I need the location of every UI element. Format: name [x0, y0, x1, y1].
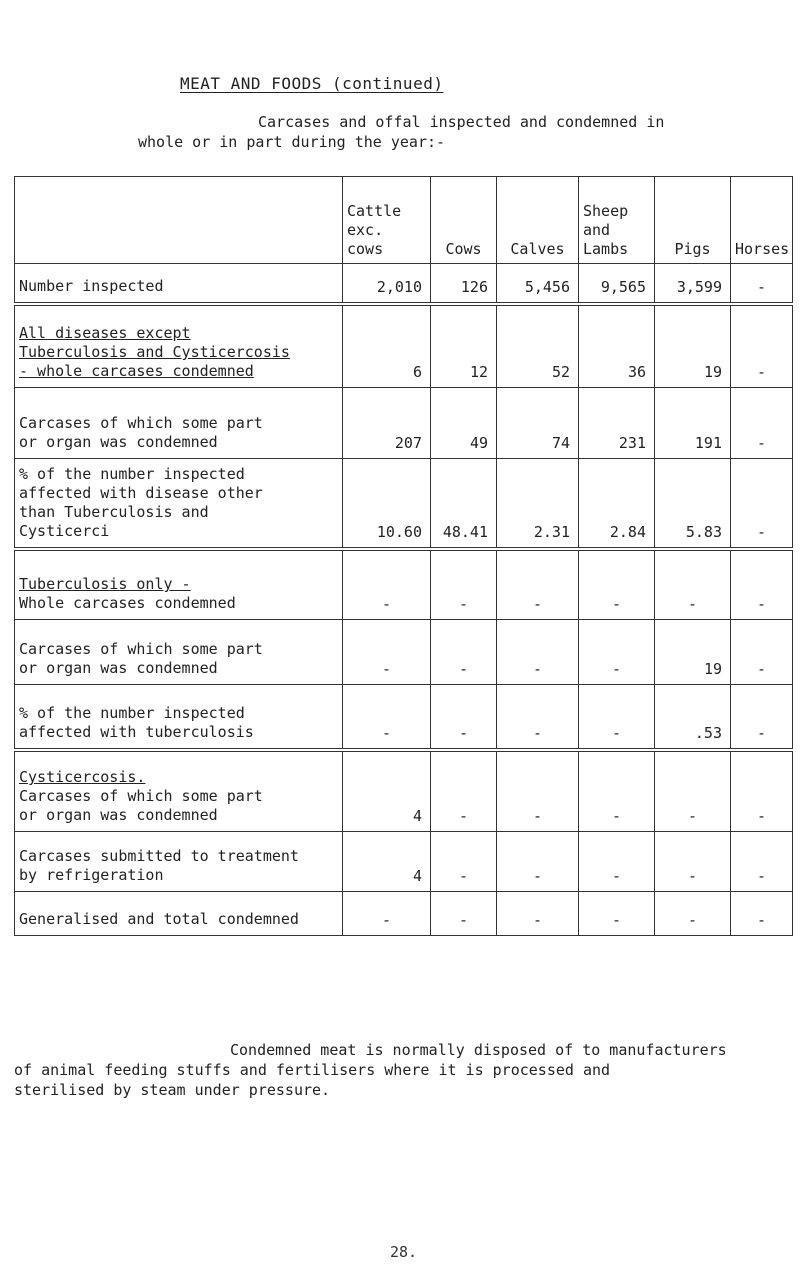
table-cell: -: [655, 750, 731, 832]
table-cell: 191: [655, 388, 731, 459]
table-cell: -: [579, 620, 655, 685]
column-header: [579, 177, 655, 264]
table-cell: -: [731, 620, 793, 685]
table-cell: -: [579, 685, 655, 750]
table-cell: 2.84: [579, 459, 655, 549]
table-cell: -: [497, 620, 579, 685]
table-cell: 6: [343, 304, 431, 388]
row-label: [15, 832, 343, 892]
row-label-line: Tuberculosis and Cysticercosis: [19, 343, 290, 361]
table-cell: -: [579, 892, 655, 936]
table-cell: -: [431, 685, 497, 750]
row-label-line: Carcases submitted to treatment: [19, 847, 299, 865]
table-cell: 2,010: [343, 264, 431, 304]
table-row: [15, 304, 793, 388]
table-cell: 9,565: [579, 264, 655, 304]
table-row: [15, 459, 793, 549]
column-header-line: Calves: [510, 240, 565, 258]
page-heading: [180, 74, 443, 93]
table-row: [15, 388, 793, 459]
table-cell: 10.60: [343, 459, 431, 549]
row-label: [15, 750, 343, 832]
table-cell: -: [343, 549, 431, 620]
table-row: [15, 832, 793, 892]
table-cell: 12: [431, 304, 497, 388]
table-body: [15, 264, 793, 936]
table-cell: 5.83: [655, 459, 731, 549]
row-label-line: Cysticerci: [19, 521, 110, 540]
table-cell: 126: [431, 264, 497, 304]
table-cell: -: [655, 892, 731, 936]
table-cell: -: [431, 549, 497, 620]
table-cell: -: [343, 892, 431, 936]
table-cell: -: [731, 388, 793, 459]
column-header: [731, 177, 793, 264]
table-cell: -: [431, 892, 497, 936]
footer-line-1: Condemned meat is normally disposed of to manufacturers: [230, 1041, 727, 1059]
table-cell: -: [655, 832, 731, 892]
table-cell: 36: [579, 304, 655, 388]
page-number: 28.: [390, 1243, 418, 1261]
intro-line-1: Carcases and offal inspected and condemned in: [258, 113, 665, 131]
table-row: [15, 750, 793, 832]
table-cell: -: [497, 685, 579, 750]
row-label-line: than Tuberculosis and: [19, 502, 209, 521]
table-cell: 231: [579, 388, 655, 459]
table-header: [15, 177, 793, 264]
table-cell: 49: [431, 388, 497, 459]
row-label-line: Generalised and total condemned: [19, 910, 299, 928]
table-cell: 19: [655, 620, 731, 685]
column-header-line: Cows: [445, 240, 482, 258]
intro-line-2: whole or in part during the year:-: [138, 133, 446, 151]
table-cell: -: [431, 832, 497, 892]
table-cell: .53: [655, 685, 731, 750]
row-label: [15, 685, 343, 750]
column-header-line: exc.: [347, 221, 384, 239]
row-label-line: % of the number inspected: [19, 464, 245, 483]
table-cell: -: [497, 750, 579, 832]
column-header-line: and: [583, 221, 611, 239]
table-cell: -: [431, 750, 497, 832]
row-label: [15, 304, 343, 388]
table-cell: 3,599: [655, 264, 731, 304]
inspection-table: [14, 176, 793, 936]
row-label-line: All diseases except: [19, 324, 191, 342]
column-header: [655, 177, 731, 264]
table-cell: -: [731, 685, 793, 750]
row-label-line: Number inspected: [19, 276, 164, 295]
row-label-line: % of the number inspected: [19, 703, 245, 722]
table-cell: -: [497, 549, 579, 620]
table-cell: -: [655, 549, 731, 620]
row-label-line: by refrigeration: [19, 866, 164, 884]
table-row: [15, 264, 793, 304]
table-cell: 48.41: [431, 459, 497, 549]
row-label: [15, 459, 343, 549]
table-cell: -: [731, 750, 793, 832]
row-label: [15, 264, 343, 304]
column-header-line: Lambs: [583, 240, 629, 258]
row-label-line: Carcases of which some part: [19, 640, 263, 658]
table-cell: -: [731, 264, 793, 304]
table-cell: -: [343, 620, 431, 685]
table-cell: -: [497, 832, 579, 892]
table-cell: -: [731, 832, 793, 892]
column-header-line: cows: [347, 240, 384, 258]
table-cell: 5,456: [497, 264, 579, 304]
footer-line-2: of animal feeding stuffs and fertilisers where it is processed and: [14, 1061, 611, 1079]
table-cell: -: [343, 685, 431, 750]
table-cell: -: [731, 892, 793, 936]
table-cell: -: [497, 892, 579, 936]
column-header-line: Pigs: [674, 240, 711, 258]
table-cell: -: [731, 304, 793, 388]
table-cell: 52: [497, 304, 579, 388]
table-row: [15, 685, 793, 750]
table-cell: -: [579, 750, 655, 832]
row-label-line: or organ was condemned: [19, 806, 218, 824]
column-header: [431, 177, 497, 264]
table-cell: 74: [497, 388, 579, 459]
table-cell: -: [731, 549, 793, 620]
heading-title: MEAT AND FOODS: [180, 74, 322, 93]
row-label: [15, 620, 343, 685]
table-cell: 4: [343, 832, 431, 892]
table-cell: -: [431, 620, 497, 685]
column-header: [15, 177, 343, 264]
row-label-line: Tuberculosis only -: [19, 575, 191, 593]
table-row: [15, 892, 793, 936]
row-label-line: or organ was condemned: [19, 659, 218, 677]
column-header: [343, 177, 431, 264]
table-row: [15, 549, 793, 620]
row-label: [15, 549, 343, 620]
footer-note: [14, 1040, 794, 1100]
row-label: [15, 388, 343, 459]
row-label-line: - whole carcases condemned: [19, 362, 254, 380]
row-label-line: affected with disease other: [19, 483, 263, 502]
row-label-line: Carcases of which some part: [19, 787, 263, 805]
row-label-line: Cysticercosis.: [19, 768, 146, 786]
footer-line-3: sterilised by steam under pressure.: [14, 1081, 331, 1099]
column-header-line: Cattle: [347, 202, 402, 220]
row-label-line: or organ was condemned: [19, 433, 218, 451]
row-label-line: affected with tuberculosis: [19, 722, 254, 741]
row-label-line: Carcases of which some part: [19, 414, 263, 432]
table-cell: -: [731, 459, 793, 549]
table-cell: 207: [343, 388, 431, 459]
heading-suffix: (continued): [332, 74, 444, 93]
table-cell: -: [579, 549, 655, 620]
table-row: [15, 620, 793, 685]
table-cell: 19: [655, 304, 731, 388]
row-label-line: Whole carcases condemned: [19, 594, 236, 612]
row-label: [15, 892, 343, 936]
header-row: [15, 177, 793, 264]
column-header-line: Sheep: [583, 202, 629, 220]
intro-paragraph: [138, 112, 778, 152]
column-header-line: Horses: [735, 240, 790, 258]
table-cell: -: [579, 832, 655, 892]
column-header: [497, 177, 579, 264]
table-cell: 2.31: [497, 459, 579, 549]
table-cell: 4: [343, 750, 431, 832]
